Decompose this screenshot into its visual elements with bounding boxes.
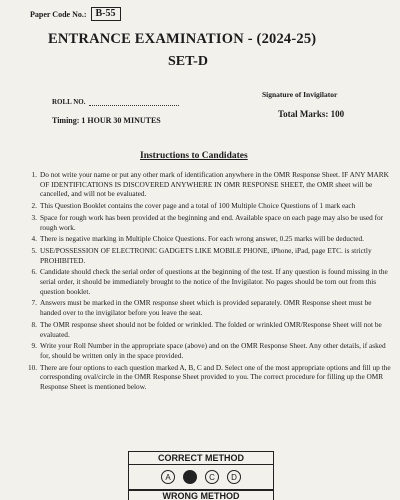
correct-method-label: CORRECT METHOD <box>129 452 273 465</box>
timing: Timing: 1 HOUR 30 MINUTES <box>52 116 161 125</box>
instruction-item: 3. Space for rough work has been provided at the beginning and end. Available space on each page may also be used for rough work. <box>31 212 384 232</box>
instruction-item: 1. Do not write your name or put any other mark of identification anywhere in the OMR Response Sheet. IF ANY MARK OF IDENTIFICATIONS IS DISCOVERED ANYWHERE IN OMR RESPONSE SHEET, the OMR sheet will be cancelled, and will not be evaluated. <box>31 170 389 199</box>
instruction-item: 2. This Question Booklet contains the cover page and a total of 100 Multiple Choice Questions of 1 mark each <box>31 201 356 211</box>
instruction-item: 4. There is negative marking in Multiple Choice Questions. For each wrong answer, 0.25 marks will be deducted. <box>31 234 364 244</box>
instruction-item: 10. There are four options to each question marked A, B, C and D. Select one of the most appropriate options and fill up the corresponding oval/circle in the OMR Response Sheet provided to you. The correct procedure for filling up the OMR Response Sheet is mentioned below. <box>28 362 391 392</box>
option-bubble-d: D <box>227 470 241 484</box>
roll-dotted-line <box>89 100 179 106</box>
exam-title: ENTRANCE EXAMINATION - (2024-25) <box>48 31 317 47</box>
total-marks: Total Marks: 100 <box>278 109 345 119</box>
instruction-item: 5. USE/POSSESSION OF ELECTRONIC GADGETS LIKE MOBILE PHONE, iPhone, iPad, page ETC. is strictly PROHIBITED. <box>31 245 372 265</box>
paper-code-label: Paper Code No.: <box>30 9 87 19</box>
correct-method-box <box>128 451 274 490</box>
instructions-list <box>28 170 394 394</box>
roll-label: ROLL NO. <box>52 98 86 106</box>
instruction-item: 6. Candidate should check the serial order of questions at the beginning of the test. If any question is found missing in the serial order, it should be immediately brought to the notice of the Invigilator. No pages should be torn out from this question booklet. <box>31 267 388 296</box>
instructions-heading: Instructions to Candidates <box>140 151 248 161</box>
instruction-item: 9. Write your Roll Number in the appropriate space (above) and on the OMR Response Sheet. Any other details, if asked for, should be written only in the space provided. <box>31 341 386 360</box>
option-bubble-a: A <box>161 470 175 484</box>
wrong-method-label: WRONG METHOD <box>128 490 274 500</box>
option-bubble-b-filled: B <box>183 470 197 484</box>
paper-code-value: B-55 <box>91 7 121 21</box>
correct-method-bubbles <box>129 470 273 484</box>
instruction-item: 8. The OMR response sheet should not be folded or wrinkled. The folded or wrinkled OMR/Response Sheet will not be evaluated. <box>31 319 382 339</box>
roll-number-field <box>52 98 179 106</box>
option-bubble-c: C <box>205 470 219 484</box>
instruction-item: 7. Answers must be marked in the OMR response sheet which is provided separately. OMR Response sheet must be handed over to the invigilator before you leave the seat. <box>31 298 372 318</box>
set-label: SET-D <box>168 54 208 69</box>
invigilator-signature-label: Signature of Invigilator <box>262 90 338 99</box>
paper-code <box>30 7 121 21</box>
